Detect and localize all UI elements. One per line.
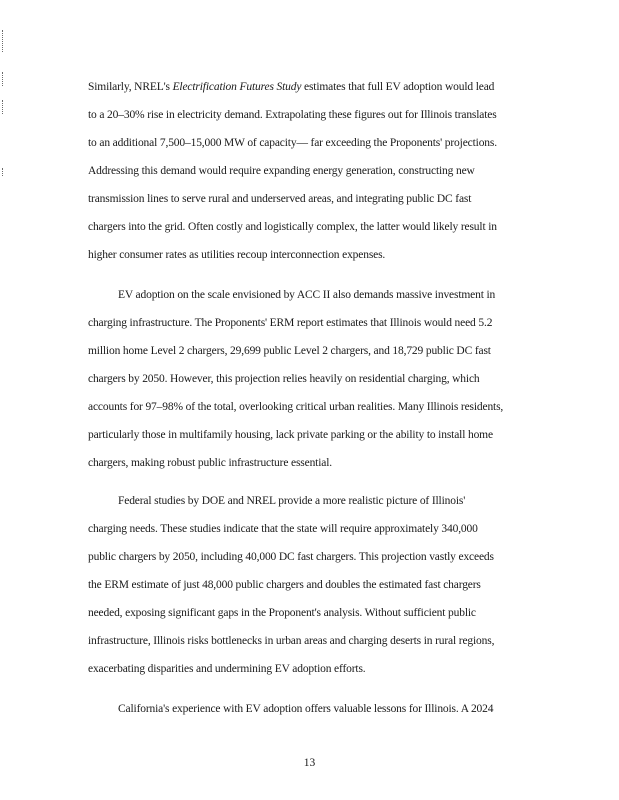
text-line: needed, exposing significant gaps in the Proponent's analysis. Without sufficient public xyxy=(88,607,476,619)
text-line: particularly those in multifamily housing, lack private parking or the ability to install home xyxy=(88,429,493,441)
text-line: charging infrastructure. The Proponents' ERM report estimates that Illinois would need 5.2 xyxy=(88,317,493,329)
text-line: higher consumer rates as utilities recoup interconnection expenses. xyxy=(88,249,386,261)
text-line: chargers into the grid. Often costly and logistically complex, the latter would likely result in xyxy=(88,221,497,233)
text-line: public chargers by 2050, including 40,000 DC fast chargers. This projection vastly exceeds xyxy=(88,551,494,563)
text-line xyxy=(0,80,619,94)
text-line: Addressing this demand would require expanding energy generation, constructing new xyxy=(88,165,475,177)
text-line: infrastructure, Illinois risks bottlenecks in urban areas and charging deserts in rural regions, xyxy=(88,635,495,647)
text-line: exacerbating disparities and undermining EV adoption efforts. xyxy=(88,663,366,675)
text-line: to an additional 7,500–15,000 MW of capacity— far exceeding the Proponents' projections. xyxy=(88,137,497,149)
text-line: chargers, making robust public infrastructure essential. xyxy=(88,457,332,469)
text-line: Federal studies by DOE and NREL provide a more realistic picture of Illinois' xyxy=(118,495,466,507)
scan-margin-mark xyxy=(2,30,5,52)
page-number: 13 xyxy=(303,757,316,769)
text-line: California's experience with EV adoption offers valuable lessons for Illinois. A 2024 xyxy=(118,703,494,715)
text-span: estimates that full EV adoption would lead xyxy=(301,81,495,93)
text-line: the ERM estimate of just 48,000 public chargers and doubles the estimated fast chargers xyxy=(88,579,481,591)
text-line: to a 20–30% rise in electricity demand. Extrapolating these figures out for Illinois translates xyxy=(88,109,497,121)
study-title-italic: Electrification Futures Study xyxy=(172,81,302,93)
text-line: accounts for 97–98% of the total, overlooking critical urban realities. Many Illinois residents, xyxy=(88,401,504,413)
text-line: million home Level 2 chargers, 29,699 public Level 2 chargers, and 18,729 public DC fast xyxy=(88,345,491,357)
text-line: EV adoption on the scale envisioned by ACC II also demands massive investment in xyxy=(118,289,496,301)
text-line: chargers by 2050. However, this projection relies heavily on residential charging, which xyxy=(88,373,480,385)
text-line: charging needs. These studies indicate that the state will require approximately 340,000 xyxy=(88,523,478,535)
text-line: transmission lines to serve rural and underserved areas, and integrating public DC fast xyxy=(88,193,472,205)
text-span: Similarly, NREL's xyxy=(88,81,173,93)
